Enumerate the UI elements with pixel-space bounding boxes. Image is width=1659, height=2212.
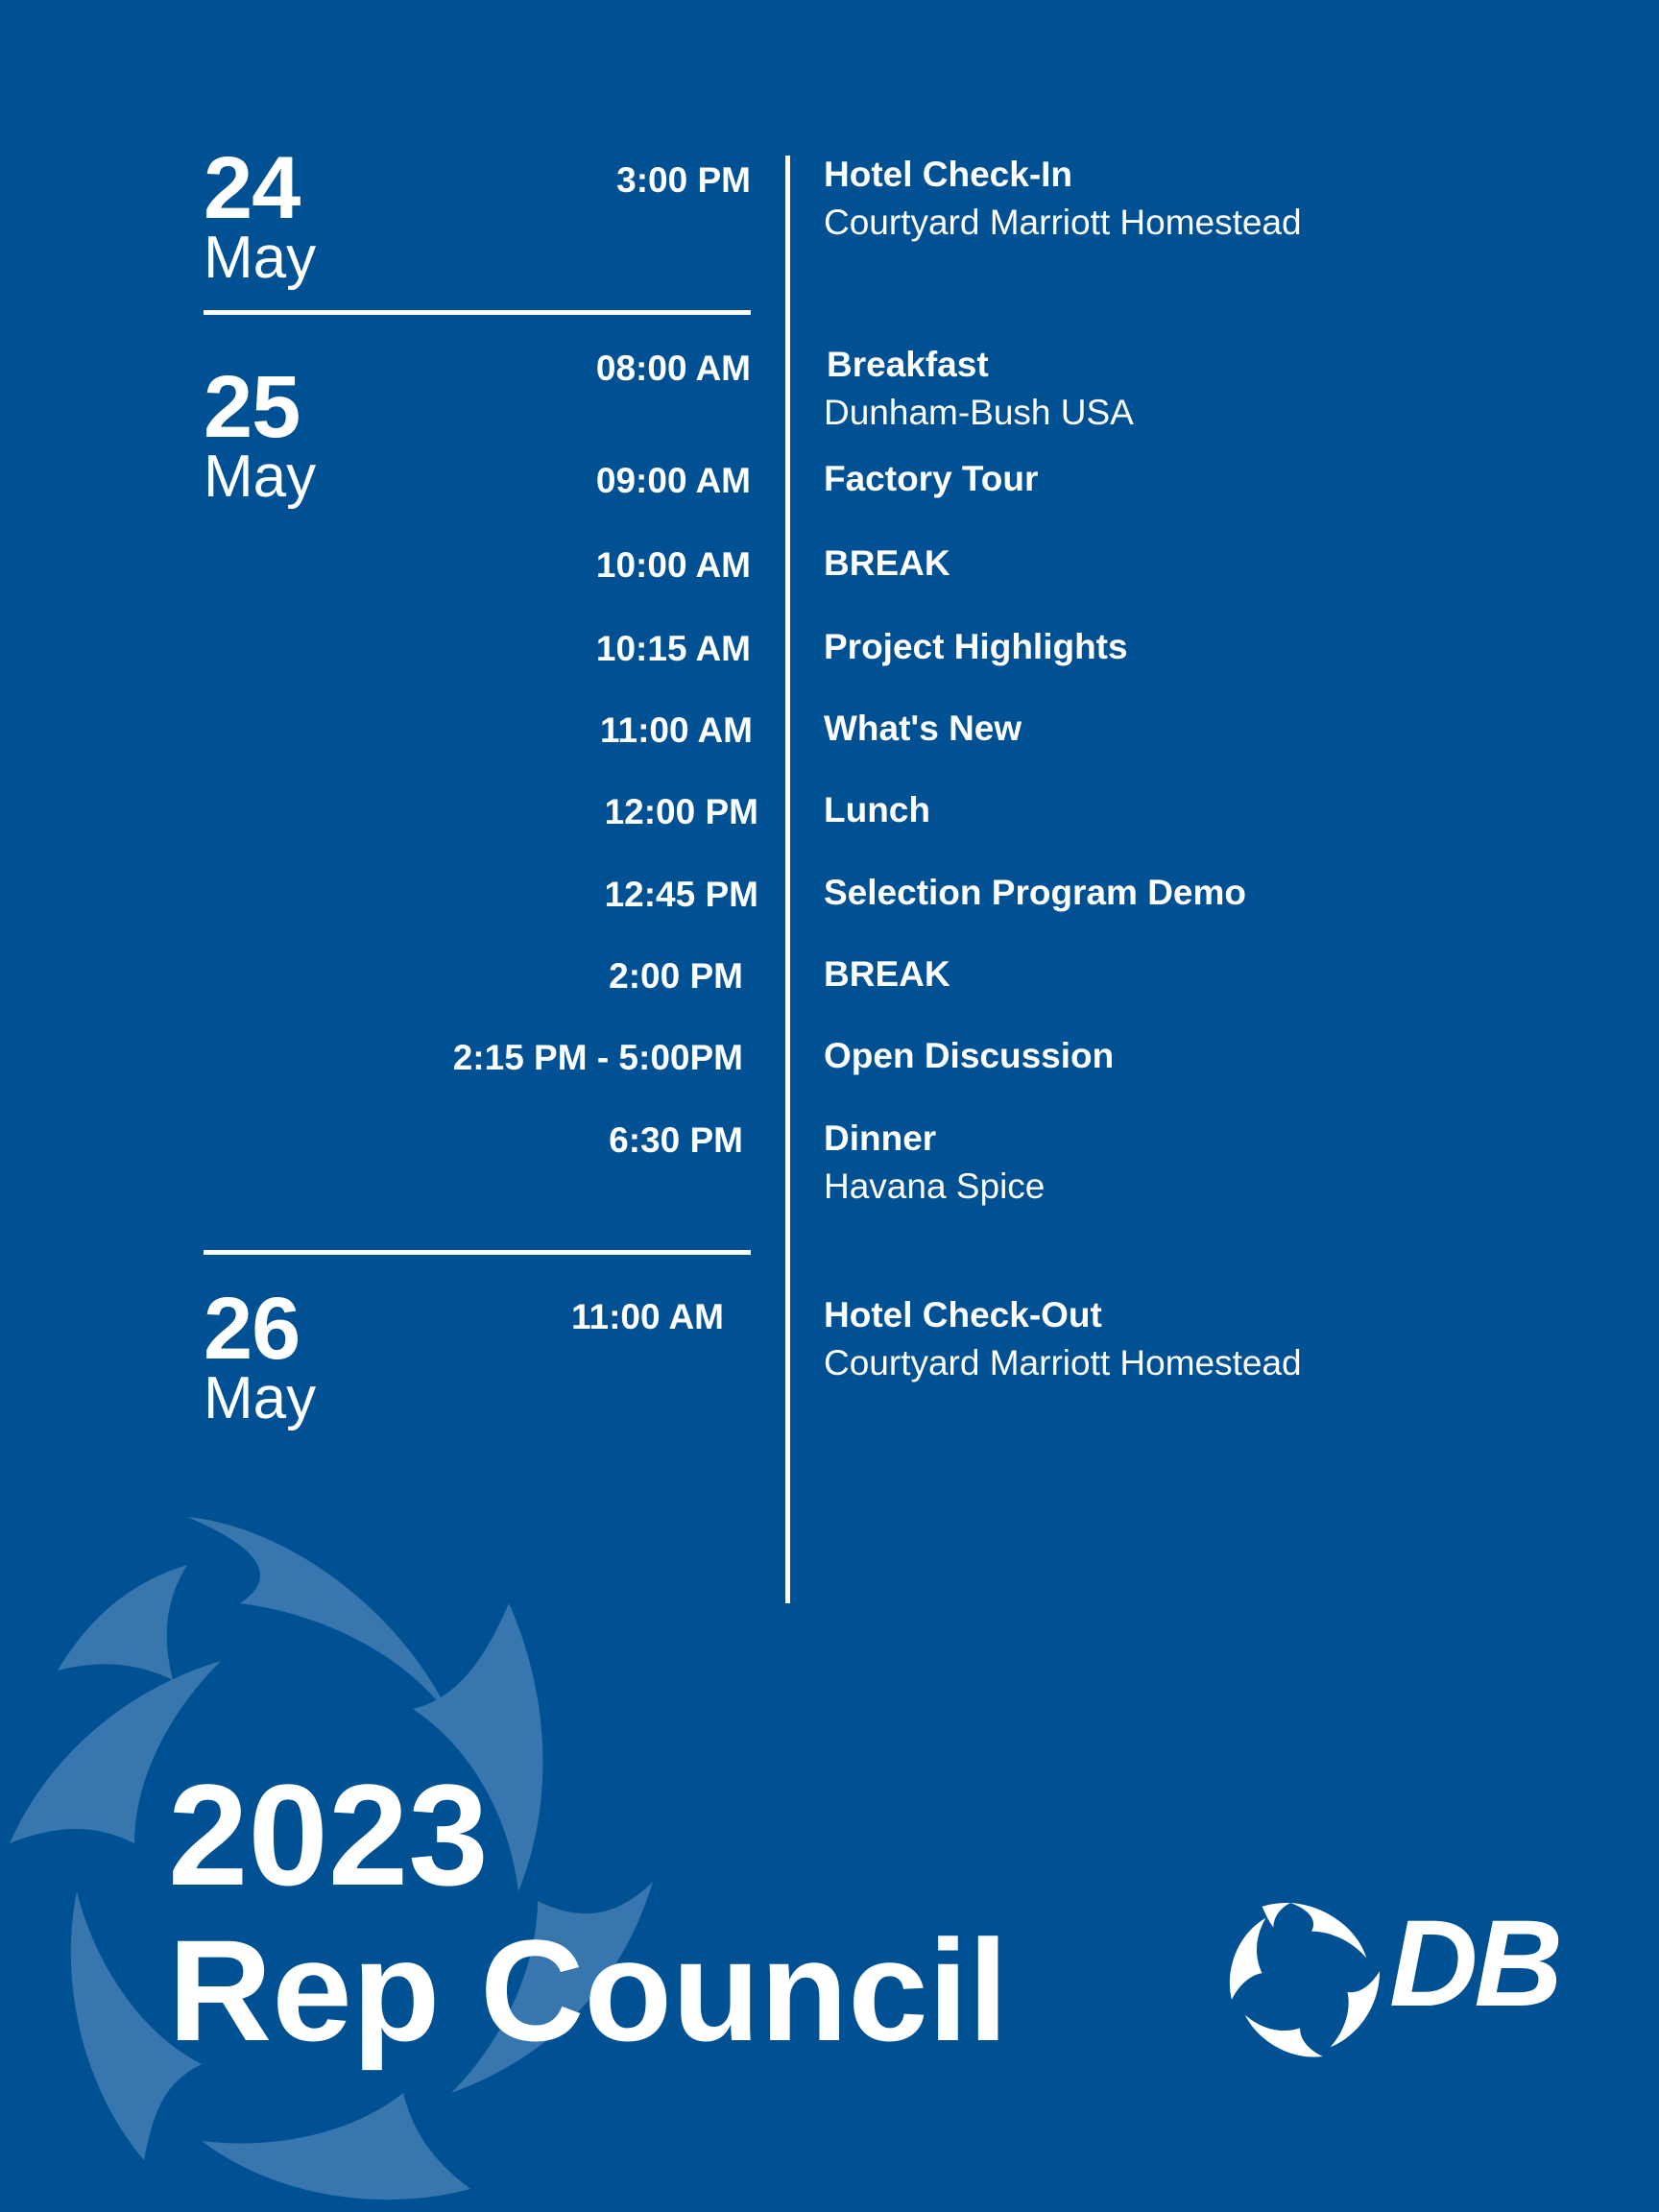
- event-breakfast: [824, 344, 1134, 435]
- event-title: Dinner: [824, 1118, 937, 1158]
- swirl-fan-icon: [1224, 1899, 1385, 2060]
- logo-text: DB: [1389, 1895, 1559, 2032]
- event-location: Courtyard Marriott Homestead: [824, 203, 1302, 243]
- event-break: [824, 953, 950, 996]
- date-block-26-may: [204, 1280, 317, 1431]
- event-factory-tour: [824, 458, 1038, 500]
- event-time: 3:00 PM: [616, 160, 751, 200]
- date-month: May: [204, 225, 317, 291]
- event-dinner: [824, 1118, 1045, 1209]
- event-title: Project Highlights: [824, 627, 1128, 666]
- event-time: 12:45 PM: [604, 875, 758, 914]
- event-title: BREAK: [824, 954, 950, 994]
- event-title: Selection Program Demo: [824, 873, 1247, 912]
- event-title: Hotel Check-Out: [824, 1295, 1102, 1334]
- event-lunch: [824, 789, 930, 831]
- date-month: May: [204, 444, 317, 510]
- event-year: 2023: [168, 1754, 489, 1915]
- event-time: 10:15 AM: [595, 629, 751, 668]
- event-title-heading: [168, 1754, 1009, 2071]
- event-open-discussion: [824, 1035, 1114, 1077]
- date-day: 26: [204, 1280, 301, 1378]
- event-time: 2:15 PM - 5:00PM: [452, 1038, 743, 1077]
- event-break: [824, 542, 950, 585]
- event-location: Dunham-Bush USA: [824, 393, 1134, 433]
- event-title: What's New: [824, 709, 1022, 748]
- event-time: 10:00 AM: [595, 545, 751, 585]
- event-whats-new: [824, 708, 1022, 750]
- event-title: Open Discussion: [824, 1036, 1115, 1075]
- date-month: May: [204, 1365, 317, 1431]
- event-hotel-check-in: [824, 154, 1302, 245]
- event-project-highlights: [824, 626, 1128, 668]
- date-day: 25: [204, 358, 301, 456]
- event-title: Factory Tour: [824, 459, 1039, 498]
- date-block-25-may: [204, 358, 317, 510]
- event-title: BREAK: [824, 543, 950, 583]
- event-name: Rep Council: [168, 1910, 1009, 2071]
- event-selection-program-demo: [824, 872, 1246, 914]
- event-time: 08:00 AM: [595, 349, 751, 388]
- event-time: 12:00 PM: [604, 792, 758, 831]
- day-divider: [204, 310, 751, 315]
- event-location: Havana Spice: [824, 1166, 1046, 1207]
- event-time: 11:00 AM: [570, 1297, 724, 1336]
- event-location: Courtyard Marriott Homestead: [824, 1343, 1302, 1383]
- company-logo: [1224, 1895, 1579, 2062]
- event-title: Breakfast: [827, 345, 989, 384]
- event-title: Hotel Check-In: [824, 155, 1073, 194]
- event-time: 11:00 AM: [599, 710, 753, 750]
- day-divider: [204, 1250, 751, 1255]
- event-time: 6:30 PM: [609, 1120, 743, 1160]
- event-time: 2:00 PM: [609, 956, 743, 996]
- timeline-divider: [785, 156, 790, 1603]
- event-time: 09:00 AM: [595, 461, 751, 500]
- event-title: Lunch: [824, 790, 930, 830]
- date-day: 24: [204, 139, 301, 237]
- event-hotel-check-out: [824, 1294, 1302, 1385]
- date-block-24-may: [204, 139, 317, 291]
